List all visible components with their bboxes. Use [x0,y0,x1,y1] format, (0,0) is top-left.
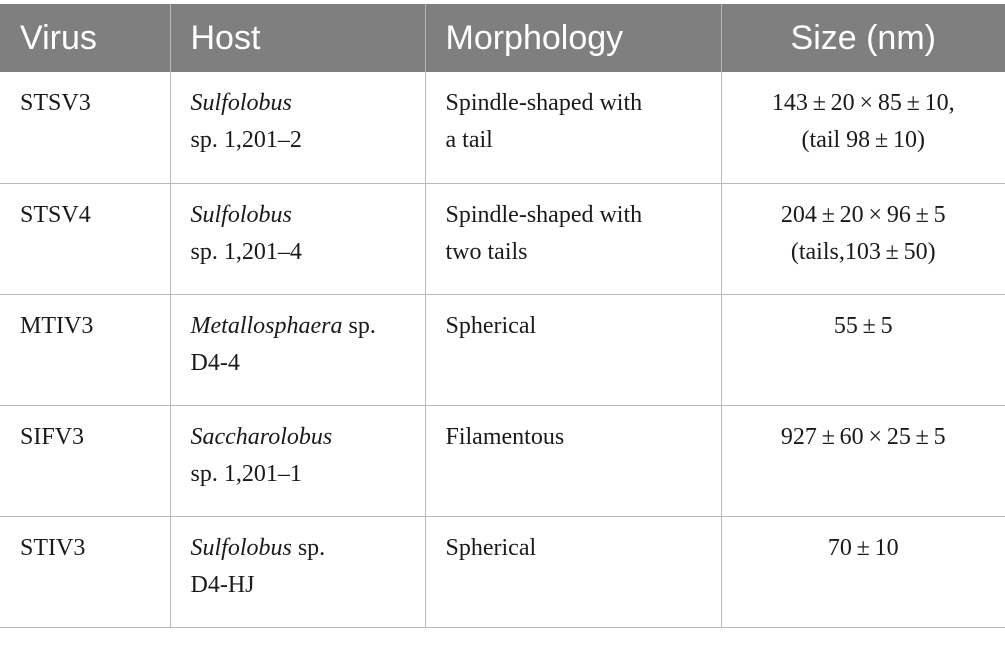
cell-morphology: Spherical [425,294,721,405]
header-morphology: Morphology [425,4,721,72]
cell-host [170,294,425,405]
host-genus: Sulfolobus [190,534,292,561]
header-size: Size (nm) [721,4,1005,72]
host-genus: Metallosphaera [190,312,343,339]
cell-virus: STSV3 [0,72,170,183]
table-row [0,294,1005,405]
cell-host [170,72,425,183]
table-body [0,72,1005,627]
virus-table [0,4,1005,628]
host-strain: sp. D4-4 [190,312,376,376]
host-strain: sp. 1,201–1 [190,460,302,487]
cell-virus: MTIV3 [0,294,170,405]
table-header [0,4,1005,72]
host-genus: Saccharolobus [190,423,333,450]
cell-size: 204 ± 20 × 96 ± 5 (tails,103 ± 50) [721,183,1005,294]
table-row [0,516,1005,627]
cell-virus: SIFV3 [0,405,170,516]
host-strain: sp. 1,201–2 [190,127,302,153]
cell-size: 70 ± 10 [721,516,1005,627]
host-strain: sp. D4-HJ [190,534,326,598]
host-genus: Sulfolobus [190,201,292,228]
header-host: Host [170,4,425,72]
cell-morphology: Filamentous [425,405,721,516]
cell-morphology: Spindle-shaped with a tail [425,72,721,183]
cell-size: 55 ± 5 [721,294,1005,405]
header-virus: Virus [0,4,170,72]
cell-host [170,405,425,516]
table-row [0,405,1005,516]
table-row [0,183,1005,294]
cell-morphology: Spindle-shaped with two tails [425,183,721,294]
cell-size: 927 ± 60 × 25 ± 5 [721,405,1005,516]
cell-virus: STSV4 [0,183,170,294]
host-genus: Sulfolobus [190,90,292,116]
header-row [0,4,1005,72]
cell-host [170,183,425,294]
cell-size: 143 ± 20 × 85 ± 10, (tail 98 ± 10) [721,72,1005,183]
host-strain: sp. 1,201–4 [190,238,302,265]
cell-host [170,516,425,627]
cell-morphology: Spherical [425,516,721,627]
cell-virus: STIV3 [0,516,170,627]
table-row [0,72,1005,183]
